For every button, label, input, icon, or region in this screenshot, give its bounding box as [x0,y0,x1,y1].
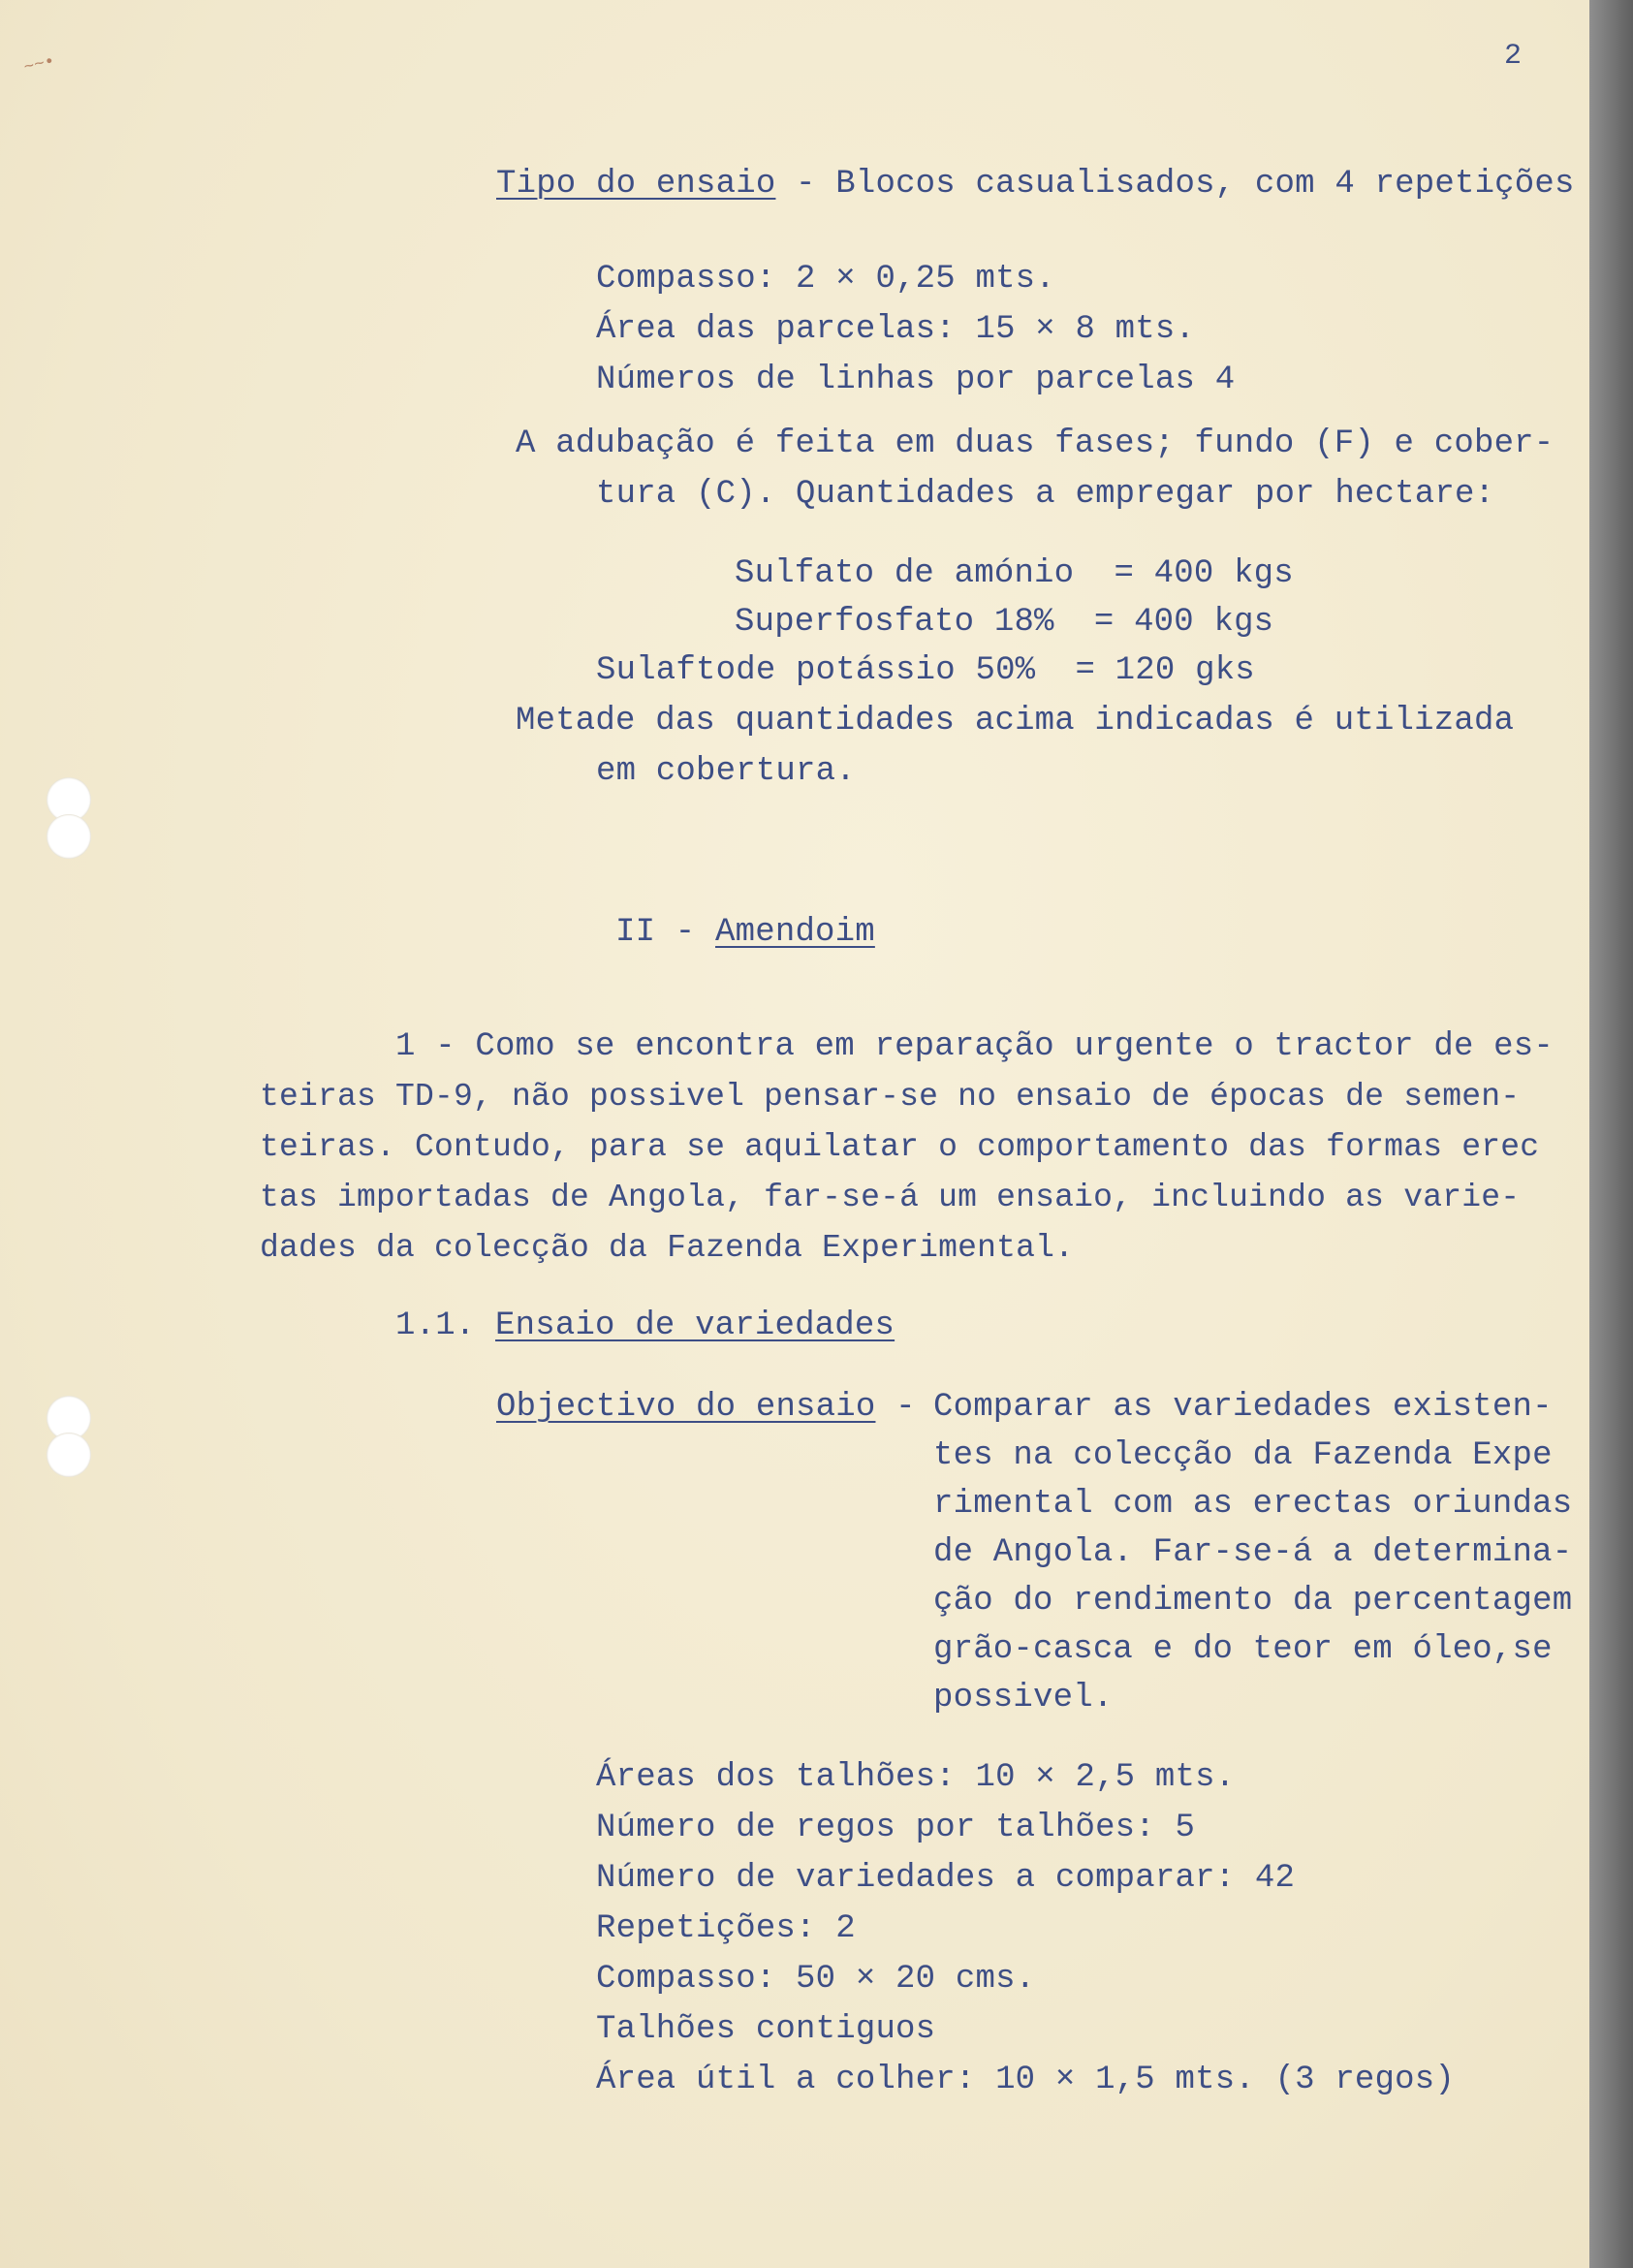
objectivo-line: Comparar as variedades existen- [933,1389,1553,1426]
paragraph-line-1: 1 - Como se encontra em reparação urgente o tractor de es- [395,1028,1554,1065]
objectivo-line: grão-casca e do teor em óleo,se [933,1631,1553,1668]
punch-hole [47,814,91,859]
objectivo-line: de Angola. Far-se-á a determina- [933,1534,1573,1571]
fertilizer-superfosfato: Superfosfato 18% = 400 kgs [735,604,1274,641]
objectivo-line: possivel. [933,1680,1114,1717]
adubacao-line-1: A adubação é feita em duas fases; fundo (F) e cober- [516,425,1554,462]
paragraph-line-5: dades da colecção da Fazenda Experimental. [260,1230,1075,1266]
fertilizer-sulfato: Sulfato de amónio = 400 kgs [735,555,1294,592]
ink-smudge: ~~• [21,51,57,79]
objectivo-line: tes na colecção da Fazenda Expe [933,1437,1553,1474]
section1-heading-label: Tipo do ensaio [496,166,776,203]
objectivo-line: rimental com as erectas oriundas [933,1486,1573,1523]
numeros-linhas-line: Números de linhas por parcelas 4 [596,362,1236,398]
subsection-title: Ensaio de variedades [495,1307,895,1344]
objectivo-line: ção do rendimento da percentagem [933,1583,1573,1620]
paragraph-line-2: teiras TD-9, não possivel pensar-se no ensaio de épocas de semen- [260,1079,1521,1115]
fertilizer-potassio: Sulaftode potássio 50% = 120 gks [596,652,1255,689]
section1-heading [496,165,1575,204]
subsection-number: 1.1. [395,1307,496,1344]
section2-title-underlined: Amendoim [715,914,875,951]
scan-background-edge [1589,0,1633,2268]
section1-heading-rest: - Blocos casualisados, com 4 repetições [775,166,1575,203]
paragraph-line-3: teiras. Contudo, para se aquilatar o comportamento das formas erec [260,1129,1540,1165]
section2-title-prefix: II - [615,914,716,951]
page-number: 2 [1504,40,1523,73]
spec-line: Número de variedades a comparar: 42 [596,1860,1296,1897]
subsection-heading [395,1307,895,1345]
spec-line: Áreas dos talhões: 10 × 2,5 mts. [596,1759,1236,1796]
spec-line: Compasso: 50 × 20 cms. [596,1961,1036,1998]
objectivo-dash: - [875,1389,936,1426]
paragraph-line-4: tas importadas de Angola, far-se-á um ensaio, incluindo as varie- [260,1180,1521,1215]
area-parcelas-line: Área das parcelas: 15 × 8 mts. [596,311,1196,348]
metade-line-1: Metade das quantidades acima indicadas é utilizada [516,703,1515,740]
spec-line: Área útil a colher: 10 × 1,5 mts. (3 regos) [596,2062,1455,2098]
spec-line: Talhões contiguos [596,2011,936,2048]
objectivo-label-row [496,1388,935,1427]
metade-line-2: em cobertura. [596,753,856,790]
objectivo-label: Objectivo do ensaio [496,1389,876,1426]
compasso-line: Compasso: 2 × 0,25 mts. [596,261,1055,298]
spec-line: Repetições: 2 [596,1910,856,1947]
section2-title [615,913,875,952]
spec-line: Número de regos por talhões: 5 [596,1810,1196,1846]
adubacao-line-2: tura (C). Quantidades a empregar por hectare: [596,476,1495,513]
punch-hole [47,1433,91,1477]
